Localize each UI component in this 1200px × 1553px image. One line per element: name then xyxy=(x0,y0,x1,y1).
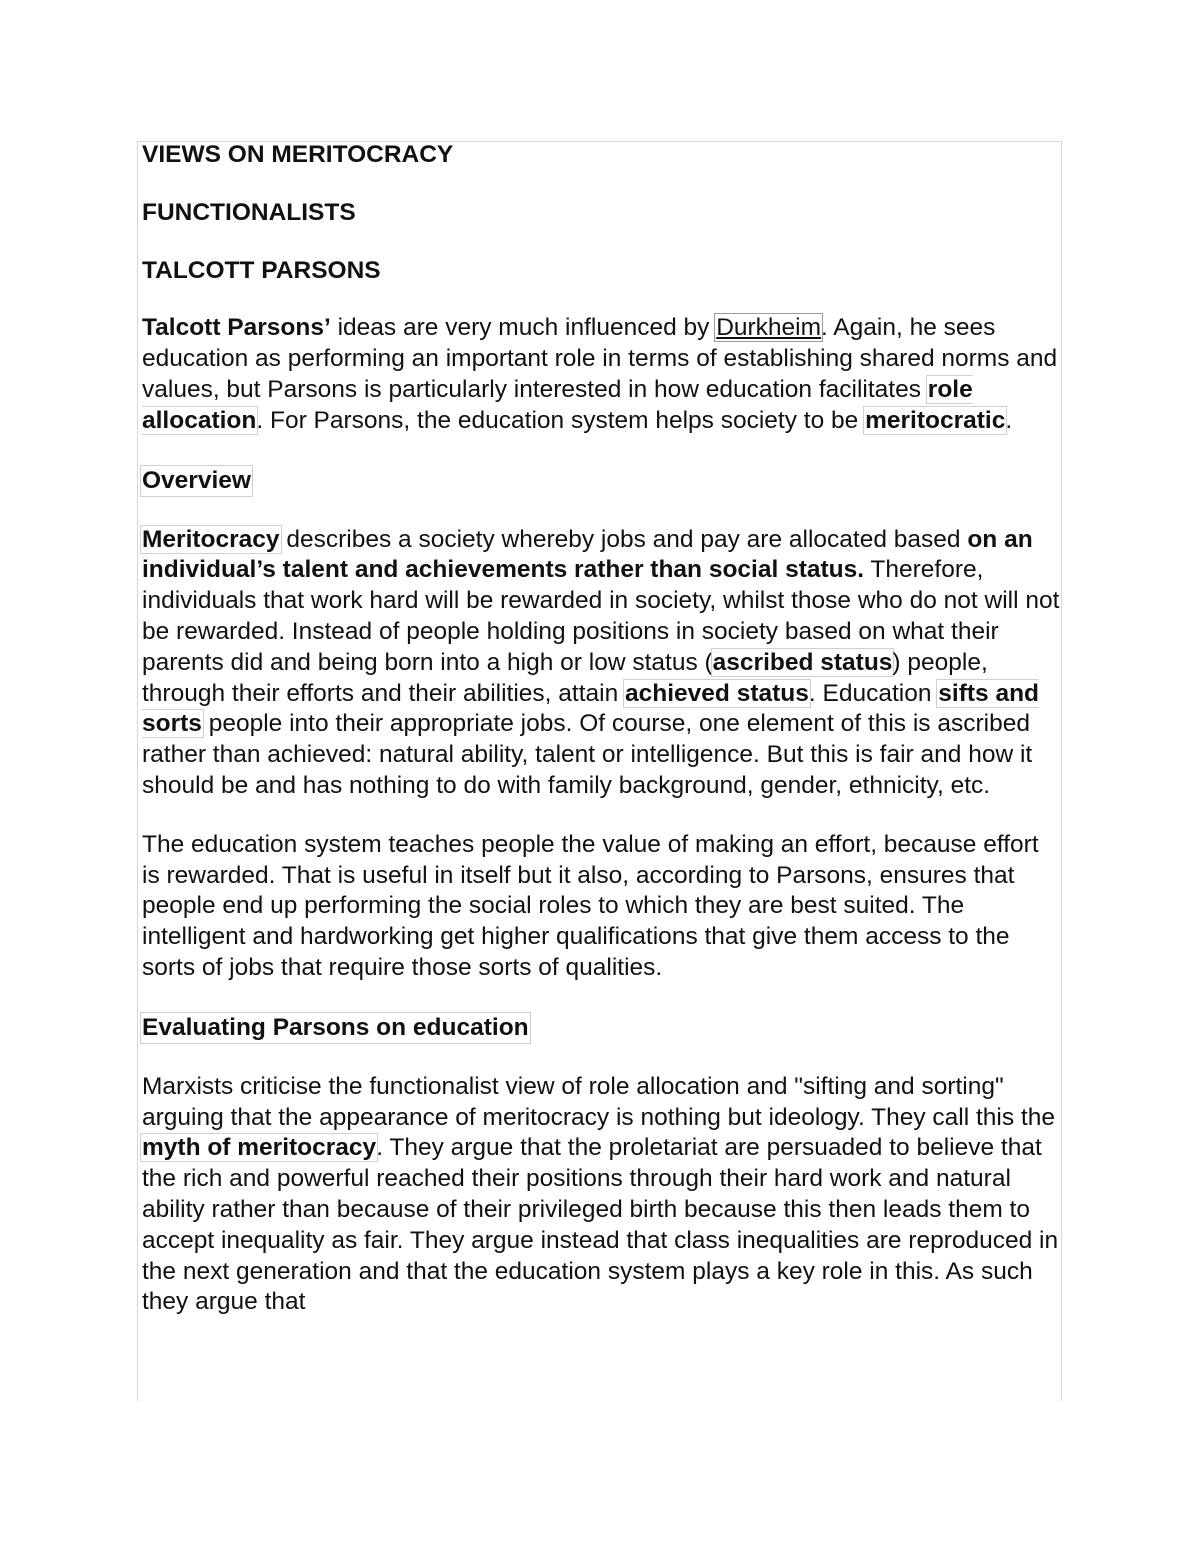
term-meritocracy[interactable]: Meritocracy xyxy=(142,525,280,553)
term-ascribed-status[interactable]: ascribed status xyxy=(712,648,893,676)
overview-text-4: . Education xyxy=(808,679,939,707)
term-myth-of-meritocracy[interactable]: myth of meritocracy xyxy=(142,1134,377,1162)
durkheim-link[interactable]: Durkheim xyxy=(716,314,822,342)
evaluating-heading[interactable]: Evaluating Parsons on education xyxy=(140,1012,531,1044)
term-sifts-and-sorts[interactable]: sifts and sorts xyxy=(142,679,1040,738)
term-role-allocation[interactable]: role allocation xyxy=(142,375,973,434)
intro-paragraph xyxy=(142,313,1062,436)
document-title: VIEWS ON MERITOCRACY xyxy=(142,141,454,168)
intro-text-4: . xyxy=(1005,406,1013,434)
document-body xyxy=(142,140,1062,1318)
term-achieved-status[interactable]: achieved status xyxy=(625,679,809,707)
term-meritocratic[interactable]: meritocratic xyxy=(865,406,1006,434)
overview-text-2: Therefore, individuals that work hard will be rewarded in society, whilst those who do not will not be rewarded. Instead of people holding positions in society based on what their parents did and being born into a high or low status ( xyxy=(142,556,1060,676)
section-heading: FUNCTIONALISTS xyxy=(142,198,356,226)
evaluating-paragraph xyxy=(142,1072,1062,1318)
effort-paragraph: The education system teaches people the value of making an effort, because effort is rewarded. That is useful in itself but it also, according to Parsons, ensures that people end up performing the social roles to which they are best suited. The intelligent and hardworking get higher qualifications that give them access to the sorts of jobs that require those sorts of qualities. xyxy=(142,830,1039,981)
overview-heading[interactable]: Overview xyxy=(140,465,253,497)
overview-text-5: people into their appropriate jobs. Of course, one element of this is ascribed rather than achieved: natural ability, talent or intelligence. But this is fair and how it should be and has nothing to do with family background, gender, ethnicity, etc. xyxy=(142,710,1033,799)
evaluating-text-2: . They argue that the proletariat are persuaded to believe that the rich and powerful reached their positions through their hard work and natural ability rather than because of their privileged birth because this then leads them to accept inequality as fair. They argue instead that class inequalities are reproduced in the next generation and that the education system plays a key role in this. As such they argue that xyxy=(142,1134,1059,1316)
intro-text-2: . Again, he sees education as performing an important role in terms of establishing shared norms and values, but Parsons is particularly interested in how education facilitates xyxy=(142,314,1058,403)
intro-text-3: . For Parsons, the education system helps society to be xyxy=(256,406,866,434)
subsection-heading: TALCOTT PARSONS xyxy=(142,256,381,284)
evaluating-text-1: Marxists criticise the functionalist view of role allocation and "sifting and sorting" arguing that the appearance of meritocracy is nothing but ideology. They call this the xyxy=(142,1072,1055,1131)
intro-text-1: ideas are very much influenced by xyxy=(330,314,717,342)
overview-bold-phrase: on an individual’s talent and achievements rather than social status. xyxy=(142,525,1033,584)
overview-text-3: ) people, through their efforts and their abilities, attain xyxy=(142,648,988,707)
overview-text-1: describes a society whereby jobs and pay are allocated based xyxy=(279,525,968,553)
overview-paragraph xyxy=(142,525,1062,802)
lead-name: Talcott Parsons’ xyxy=(142,314,331,342)
